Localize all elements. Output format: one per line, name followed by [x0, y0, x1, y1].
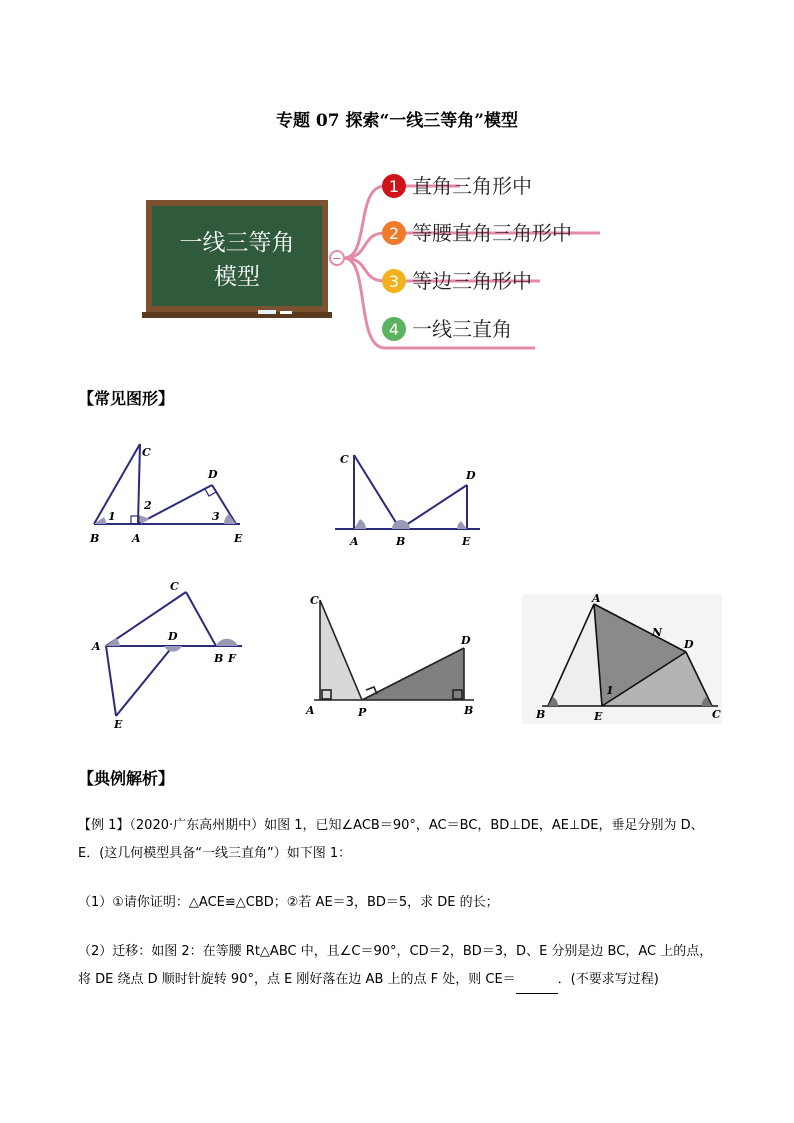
- section-examples: 【典例解析】: [78, 769, 175, 788]
- svg-text:3: 3: [388, 272, 400, 291]
- svg-text:B: B: [396, 535, 406, 548]
- svg-text:等边三角形中: 等边三角形中: [412, 269, 532, 293]
- example1-question1: （1）①请你证明：△ACE≌△CBD；②若 AE＝3，BD＝5，求 DE 的长；: [78, 895, 499, 910]
- figure-5: [522, 594, 722, 724]
- branch-item-3: [382, 269, 532, 293]
- svg-text:D: D: [168, 630, 178, 643]
- section-common-figures: 【常见图形】: [78, 389, 175, 408]
- svg-text:3: 3: [212, 510, 220, 523]
- page-title: 专题 07 探索“一线三等角”模型: [275, 111, 519, 131]
- svg-text:D: D: [466, 469, 476, 482]
- svg-text:一线三直角: 一线三直角: [412, 317, 512, 341]
- svg-text:C: C: [712, 708, 721, 721]
- example1-q2-line1: （2）迁移：如图 2：在等腰 Rt△ABC 中，且∠C＝90°，CD＝2，BD＝3，D、E 分别是边 BC，AC 上的点，: [78, 944, 713, 959]
- svg-text:E: E: [462, 535, 471, 548]
- figure-3: [88, 578, 248, 728]
- svg-text:A: A: [92, 640, 101, 653]
- blackboard-surface: [152, 206, 322, 306]
- branch-item-4: [382, 317, 512, 341]
- svg-text:A: A: [306, 704, 315, 717]
- svg-text:B: B: [90, 532, 100, 545]
- figure-4: [304, 590, 484, 720]
- svg-text:D: D: [208, 468, 218, 481]
- svg-text:P: P: [358, 706, 367, 719]
- example1-question2: [78, 938, 718, 994]
- answer-blank[interactable]: [516, 979, 558, 994]
- svg-text:C: C: [340, 453, 349, 466]
- branch-item-1: [382, 174, 532, 198]
- mindmap-diagram: [140, 160, 610, 360]
- svg-text:F: F: [228, 652, 236, 665]
- svg-text:A: A: [132, 532, 141, 545]
- svg-text:C: C: [310, 594, 319, 607]
- svg-text:2: 2: [144, 499, 152, 512]
- board-title-line2: 模型: [214, 264, 260, 290]
- example1-line2: E．(这几何模型具备“一线三直角”）如下图 1：: [78, 846, 352, 861]
- figure-2: [330, 445, 485, 550]
- svg-text:−: −: [332, 252, 342, 265]
- svg-text:1: 1: [108, 510, 116, 523]
- svg-text:A: A: [592, 594, 601, 605]
- svg-text:1: 1: [388, 177, 400, 196]
- board-title-line1: 一线三等角: [179, 230, 295, 256]
- svg-text:2: 2: [388, 224, 400, 243]
- example1-statement: [78, 812, 718, 868]
- svg-text:等腰直角三角形中: 等腰直角三角形中: [412, 221, 572, 245]
- svg-text:B: B: [464, 704, 474, 717]
- example1-line1: 【例 1】（2020·广东高州期中）如图 1，已知∠ACB＝90°，AC＝BC，BD⊥DE，AE⊥DE，垂足分别为 D、: [78, 818, 704, 833]
- svg-text:N: N: [652, 626, 663, 639]
- svg-text:C: C: [142, 446, 151, 459]
- svg-text:4: 4: [388, 320, 400, 339]
- svg-text:A: A: [350, 535, 359, 548]
- svg-text:E: E: [114, 718, 123, 728]
- example1-q2-line2: 将 DE 绕点 D 顺时针旋转 90°，点 E 刚好落在边 AB 上的点 F 处，则 CE＝ ．(不要求写过程): [78, 966, 718, 994]
- svg-text:E: E: [234, 532, 243, 545]
- svg-text:E: E: [594, 710, 603, 723]
- svg-text:D: D: [684, 638, 694, 651]
- figure-1: [84, 440, 254, 550]
- svg-text:B: B: [536, 708, 546, 721]
- svg-text:1: 1: [606, 684, 614, 697]
- svg-text:直角三角形中: 直角三角形中: [412, 174, 532, 198]
- svg-text:D: D: [461, 634, 471, 647]
- svg-text:B: B: [214, 652, 224, 665]
- svg-text:C: C: [170, 580, 179, 593]
